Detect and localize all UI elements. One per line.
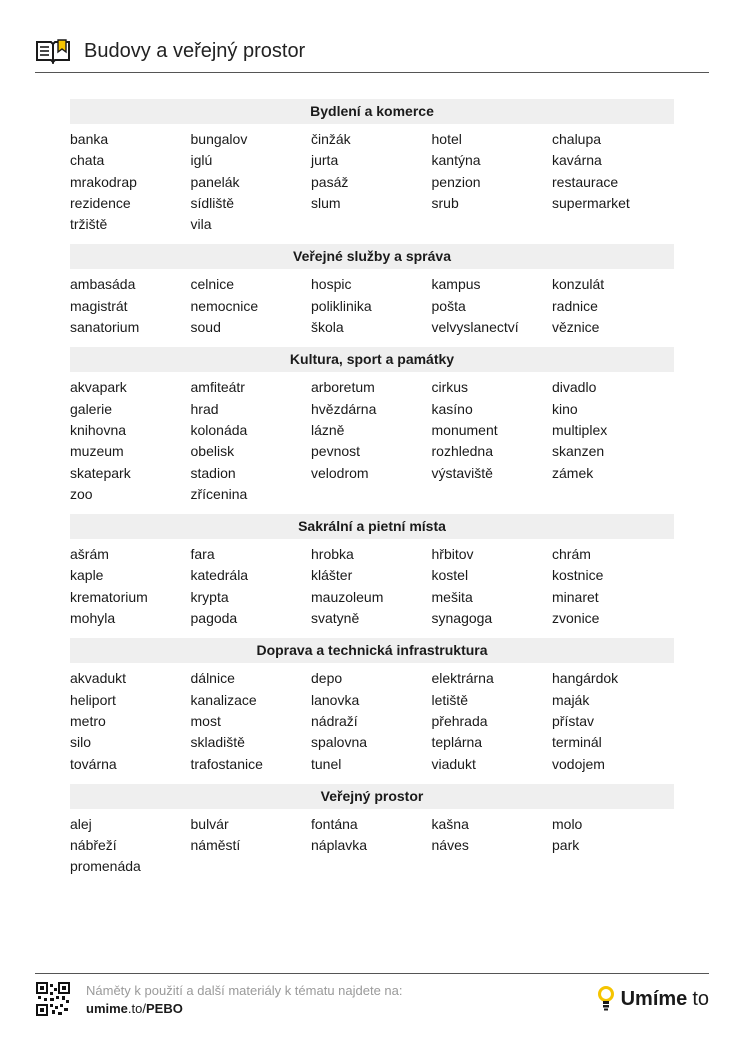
word-item: mrakodrap [70,173,137,190]
section-kultura [70,347,674,505]
word-item: velvyslanectví [431,319,519,336]
word-item: obelisk [190,443,235,460]
word-item: trafostanice [190,755,263,772]
page-footer [35,973,709,1024]
word-item: pagoda [190,610,238,627]
qr-code-icon[interactable] [36,982,70,1016]
word-item: nádraží [311,712,358,729]
word-item: vodojem [552,755,605,772]
section-bydleni [70,99,674,235]
word-item: srub [431,194,459,211]
word-item: nábřeží [70,837,117,854]
section-sluzby [70,244,674,338]
word-item: hrad [190,400,219,417]
word-item: fontána [311,815,358,832]
word-item: penzion [431,173,481,190]
word-item: rezidence [70,194,131,211]
word-item: arboretum [311,379,375,396]
word-item: banka [70,131,109,147]
word-item: náměstí [190,837,241,854]
word-item: skatepark [70,464,131,481]
word-item: vila [190,216,212,233]
word-item: synagoga [431,610,493,627]
word-item: zámek [552,464,594,481]
word-item: lázně [311,421,345,438]
word-grid [70,539,674,629]
word-item: kostel [431,567,469,584]
word-grid [70,269,674,338]
logo-text-bold: Umíme [620,987,688,1010]
word-item: náves [431,837,469,854]
word-item: kantýna [431,152,481,169]
footer-link-tld: .to/ [127,1001,146,1016]
word-item: stadion [190,464,236,481]
word-item: činžák [311,131,351,147]
word-item: zoo [70,485,93,502]
logo-text-light: to [692,987,709,1010]
word-item: kašna [431,815,469,832]
word-item: zvonice [552,610,600,627]
word-item: silo [70,734,92,751]
word-item: akvapark [70,379,127,396]
word-item: spalovna [311,734,368,751]
word-item: monument [431,421,498,438]
word-item: náplavka [311,837,368,854]
word-item: divadlo [552,379,597,396]
word-item: depo [311,670,343,687]
word-grid [70,124,674,235]
word-item: skanzen [552,443,605,460]
word-grid [70,809,674,878]
word-item: metro [70,712,106,729]
word-item: hangárdok [552,670,619,687]
word-item: tunel [311,755,342,772]
word-item: sanatorium [70,319,140,336]
word-item: zřícenina [190,485,248,502]
word-item: celnice [190,276,235,293]
word-item: továrna [70,755,117,772]
word-item: sídliště [190,194,235,211]
word-item: přehrada [431,712,488,729]
word-item: hrobka [311,546,354,563]
word-item: klášter [311,567,353,584]
word-item: hospic [311,276,352,293]
word-item: kolonáda [190,421,248,438]
page-title: Budovy a veřejný prostor [84,40,306,62]
lightbulb-icon [597,986,615,1012]
word-item: konzulát [552,276,605,293]
word-item: heliport [70,691,116,708]
word-item: slum [311,194,341,211]
word-item: supermarket [552,194,630,211]
word-item: mohyla [70,610,116,627]
word-item: panelák [190,173,240,190]
word-item: multiplex [552,421,608,438]
word-item: jurta [311,152,339,169]
word-item: galerie [70,400,113,417]
word-item: ašrám [70,546,109,563]
word-item: muzeum [70,443,124,460]
word-item: minaret [552,588,599,605]
footer-link-domain: umime [86,1001,128,1016]
word-item: škola [311,319,344,336]
word-item: poliklinika [311,297,372,314]
word-item: magistrát [70,297,128,314]
word-item: katedrála [190,567,249,584]
word-item: kavárna [552,152,602,169]
word-item: skladiště [190,734,245,751]
page-header [35,36,709,73]
word-item: most [190,712,221,729]
word-item: teplárna [431,734,483,751]
word-item: akvadukt [70,670,127,687]
word-item: dálnice [190,670,235,687]
word-item: elektrárna [431,670,494,687]
word-item: rozhledna [431,443,493,460]
section-title: Bydlení a komerce [70,99,674,124]
word-item: iglú [190,152,213,169]
section-sakralni [70,514,674,629]
footer-link[interactable] [86,1001,183,1016]
word-item: viadukt [431,755,476,772]
word-item: nemocnice [190,297,259,314]
word-item: radnice [552,297,598,314]
word-item: restaurace [552,173,619,190]
word-grid [70,372,674,505]
word-item: hřbitov [431,546,474,563]
word-item: kampus [431,276,481,293]
word-item: park [552,837,580,854]
word-item: amfiteátr [190,379,245,396]
word-item: letiště [431,691,469,708]
word-item: fara [190,546,215,563]
word-item: výstaviště [431,464,493,481]
word-item: lanovka [311,691,360,708]
word-item: pasáž [311,173,349,190]
word-item: kasíno [431,400,473,417]
word-item: bungalov [190,131,248,147]
word-item: knihovna [70,421,127,438]
word-list [70,99,674,887]
word-item: kanalizace [190,691,257,708]
section-title: Kultura, sport a památky [70,347,674,372]
word-item: mešita [431,588,473,605]
word-item: chrám [552,546,591,563]
word-item: hotel [431,131,462,147]
section-title: Sakrální a pietní místa [70,514,674,539]
word-item: svatyně [311,610,360,627]
word-item: kino [552,400,578,417]
word-item: věznice [552,319,600,336]
book-icon [35,38,71,64]
word-item: přístav [552,712,595,729]
word-item: tržiště [70,216,108,233]
word-item: chalupa [552,131,602,147]
word-item: maják [552,691,590,708]
word-item: soud [190,319,221,336]
section-title: Doprava a technická infrastruktura [70,638,674,663]
footer-link-code: PEBO [145,1001,183,1016]
word-item: kaple [70,567,104,584]
word-grid [70,663,674,774]
section-title: Veřejný prostor [70,784,674,809]
section-doprava [70,638,674,774]
word-item: chata [70,152,105,169]
word-item: velodrom [311,464,369,481]
word-item: terminál [552,734,602,751]
word-item: krematorium [70,588,148,605]
word-item: krypta [190,588,229,605]
word-item: hvězdárna [311,400,377,417]
umime-logo [597,984,709,1014]
word-item: pošta [431,297,466,314]
word-item: ambasáda [70,276,136,293]
section-prostor [70,784,674,878]
word-item: molo [552,815,583,832]
word-item: promenáda [70,858,141,875]
section-title: Veřejné služby a správa [70,244,674,269]
word-item: kostnice [552,567,604,584]
word-item: pevnost [311,443,361,460]
footer-note: Náměty k použití a další materiály k tématu najdete na: [86,983,403,998]
word-item: mauzoleum [311,588,384,605]
word-item: bulvár [190,815,229,832]
word-item: cirkus [431,379,469,396]
word-item: alej [70,815,92,832]
